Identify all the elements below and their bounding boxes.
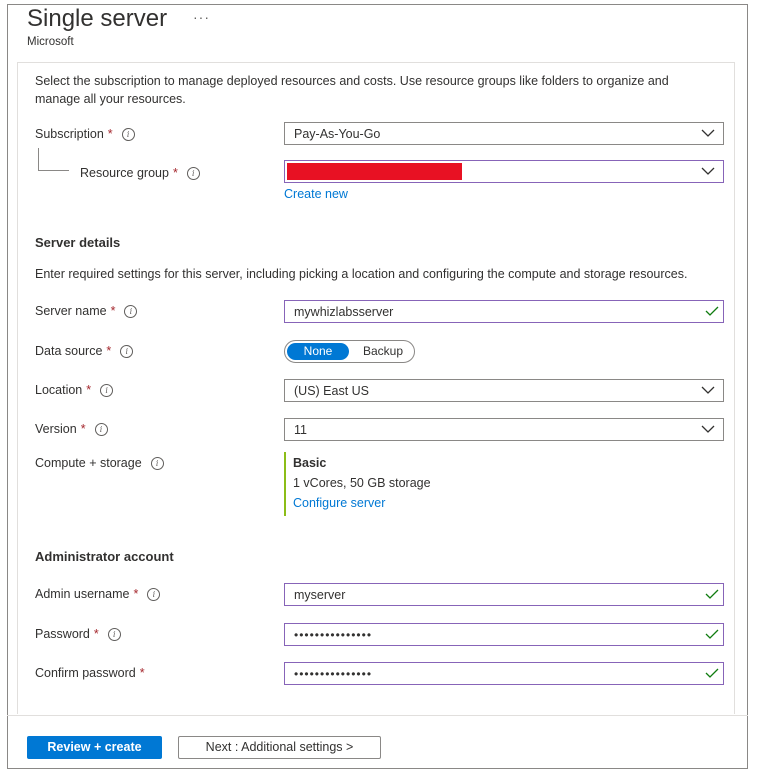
info-icon[interactable]: i xyxy=(95,423,108,436)
data-source-toggle[interactable] xyxy=(284,340,415,363)
confirm-password-input[interactable] xyxy=(284,662,724,685)
server-name-input[interactable] xyxy=(284,300,724,323)
compute-storage-label xyxy=(35,456,164,470)
confirm-password-value: ••••••••••••••• xyxy=(294,667,373,681)
more-actions-icon[interactable]: ··· xyxy=(193,9,210,25)
password-input[interactable] xyxy=(284,623,724,646)
data-source-label-text: Data source xyxy=(35,344,103,358)
subscription-dropdown[interactable] xyxy=(284,122,724,145)
location-label xyxy=(35,383,113,397)
subscription-label xyxy=(35,127,135,141)
create-new-link[interactable]: Create new xyxy=(284,187,348,201)
info-icon[interactable]: i xyxy=(147,588,160,601)
chevron-down-icon xyxy=(701,384,715,396)
server-name-value: mywhizlabsserver xyxy=(294,305,394,319)
info-icon[interactable]: i xyxy=(187,167,200,180)
admin-username-label-text: Admin username xyxy=(35,587,130,601)
info-icon[interactable]: i xyxy=(151,457,164,470)
page-title: Single server xyxy=(27,5,168,32)
data-source-label xyxy=(35,344,133,358)
checkmark-icon xyxy=(705,667,719,679)
confirm-password-label-text: Confirm password xyxy=(35,666,136,680)
data-source-option-none[interactable]: None xyxy=(287,343,349,360)
location-label-text: Location xyxy=(35,383,83,397)
server-name-label xyxy=(35,304,137,318)
location-dropdown[interactable] xyxy=(284,379,724,402)
location-value: (US) East US xyxy=(294,384,370,398)
resource-group-dropdown[interactable] xyxy=(284,160,724,183)
compute-storage-label-text: Compute + storage xyxy=(35,456,142,470)
version-label-text: Version xyxy=(35,422,77,436)
required-marker: * xyxy=(107,127,113,141)
chevron-down-icon xyxy=(701,127,715,139)
info-icon[interactable]: i xyxy=(120,345,133,358)
admin-account-heading: Administrator account xyxy=(35,549,174,564)
info-icon[interactable]: i xyxy=(100,384,113,397)
info-icon[interactable]: i xyxy=(108,628,121,641)
checkmark-icon xyxy=(705,588,719,600)
resource-group-label-text: Resource group xyxy=(80,166,169,180)
info-icon[interactable]: i xyxy=(122,128,135,141)
password-label-text: Password xyxy=(35,627,90,641)
server-details-description: Enter required settings for this server, including picking a location and configuring the compute and storage resources. xyxy=(35,267,688,281)
resource-group-label xyxy=(80,166,200,180)
compute-storage-detail: 1 vCores, 50 GB storage xyxy=(293,476,431,490)
checkmark-icon xyxy=(705,628,719,640)
chevron-down-icon xyxy=(701,423,715,435)
configure-server-link[interactable]: Configure server xyxy=(293,496,386,510)
compute-storage-accent-bar xyxy=(284,452,286,516)
subscription-label-text: Subscription xyxy=(35,127,104,141)
required-marker: * xyxy=(139,666,145,680)
footer-divider xyxy=(7,715,748,716)
required-marker: * xyxy=(80,422,86,436)
password-value: ••••••••••••••• xyxy=(294,628,373,642)
required-marker: * xyxy=(110,304,116,318)
version-label xyxy=(35,422,108,436)
chevron-down-icon xyxy=(701,165,715,177)
next-additional-settings-button[interactable]: Next : Additional settings > xyxy=(178,736,381,759)
required-marker: * xyxy=(86,383,92,397)
version-dropdown[interactable] xyxy=(284,418,724,441)
server-details-heading: Server details xyxy=(35,235,121,250)
subscription-value: Pay-As-You-Go xyxy=(294,127,381,141)
review-create-button[interactable]: Review + create xyxy=(27,736,162,759)
admin-username-value: myserver xyxy=(294,588,346,602)
required-marker: * xyxy=(172,166,178,180)
tree-connector xyxy=(38,148,69,171)
required-marker: * xyxy=(93,627,99,641)
confirm-password-label xyxy=(35,666,145,680)
info-icon[interactable]: i xyxy=(124,305,137,318)
version-value: 11 xyxy=(294,423,307,437)
pricing-tier: Basic xyxy=(293,456,327,470)
admin-username-input[interactable] xyxy=(284,583,724,606)
admin-username-label xyxy=(35,587,160,601)
password-label xyxy=(35,627,121,641)
required-marker: * xyxy=(133,587,139,601)
redacted-value xyxy=(287,163,462,180)
server-name-label-text: Server name xyxy=(35,304,107,318)
publisher-label: Microsoft xyxy=(27,36,74,48)
data-source-option-backup[interactable]: Backup xyxy=(362,344,404,358)
required-marker: * xyxy=(106,344,112,358)
intro-text: Select the subscription to manage deployed resources and costs. Use resource groups like folders to organize and manage all your resources. xyxy=(35,74,669,106)
checkmark-icon xyxy=(705,305,719,317)
